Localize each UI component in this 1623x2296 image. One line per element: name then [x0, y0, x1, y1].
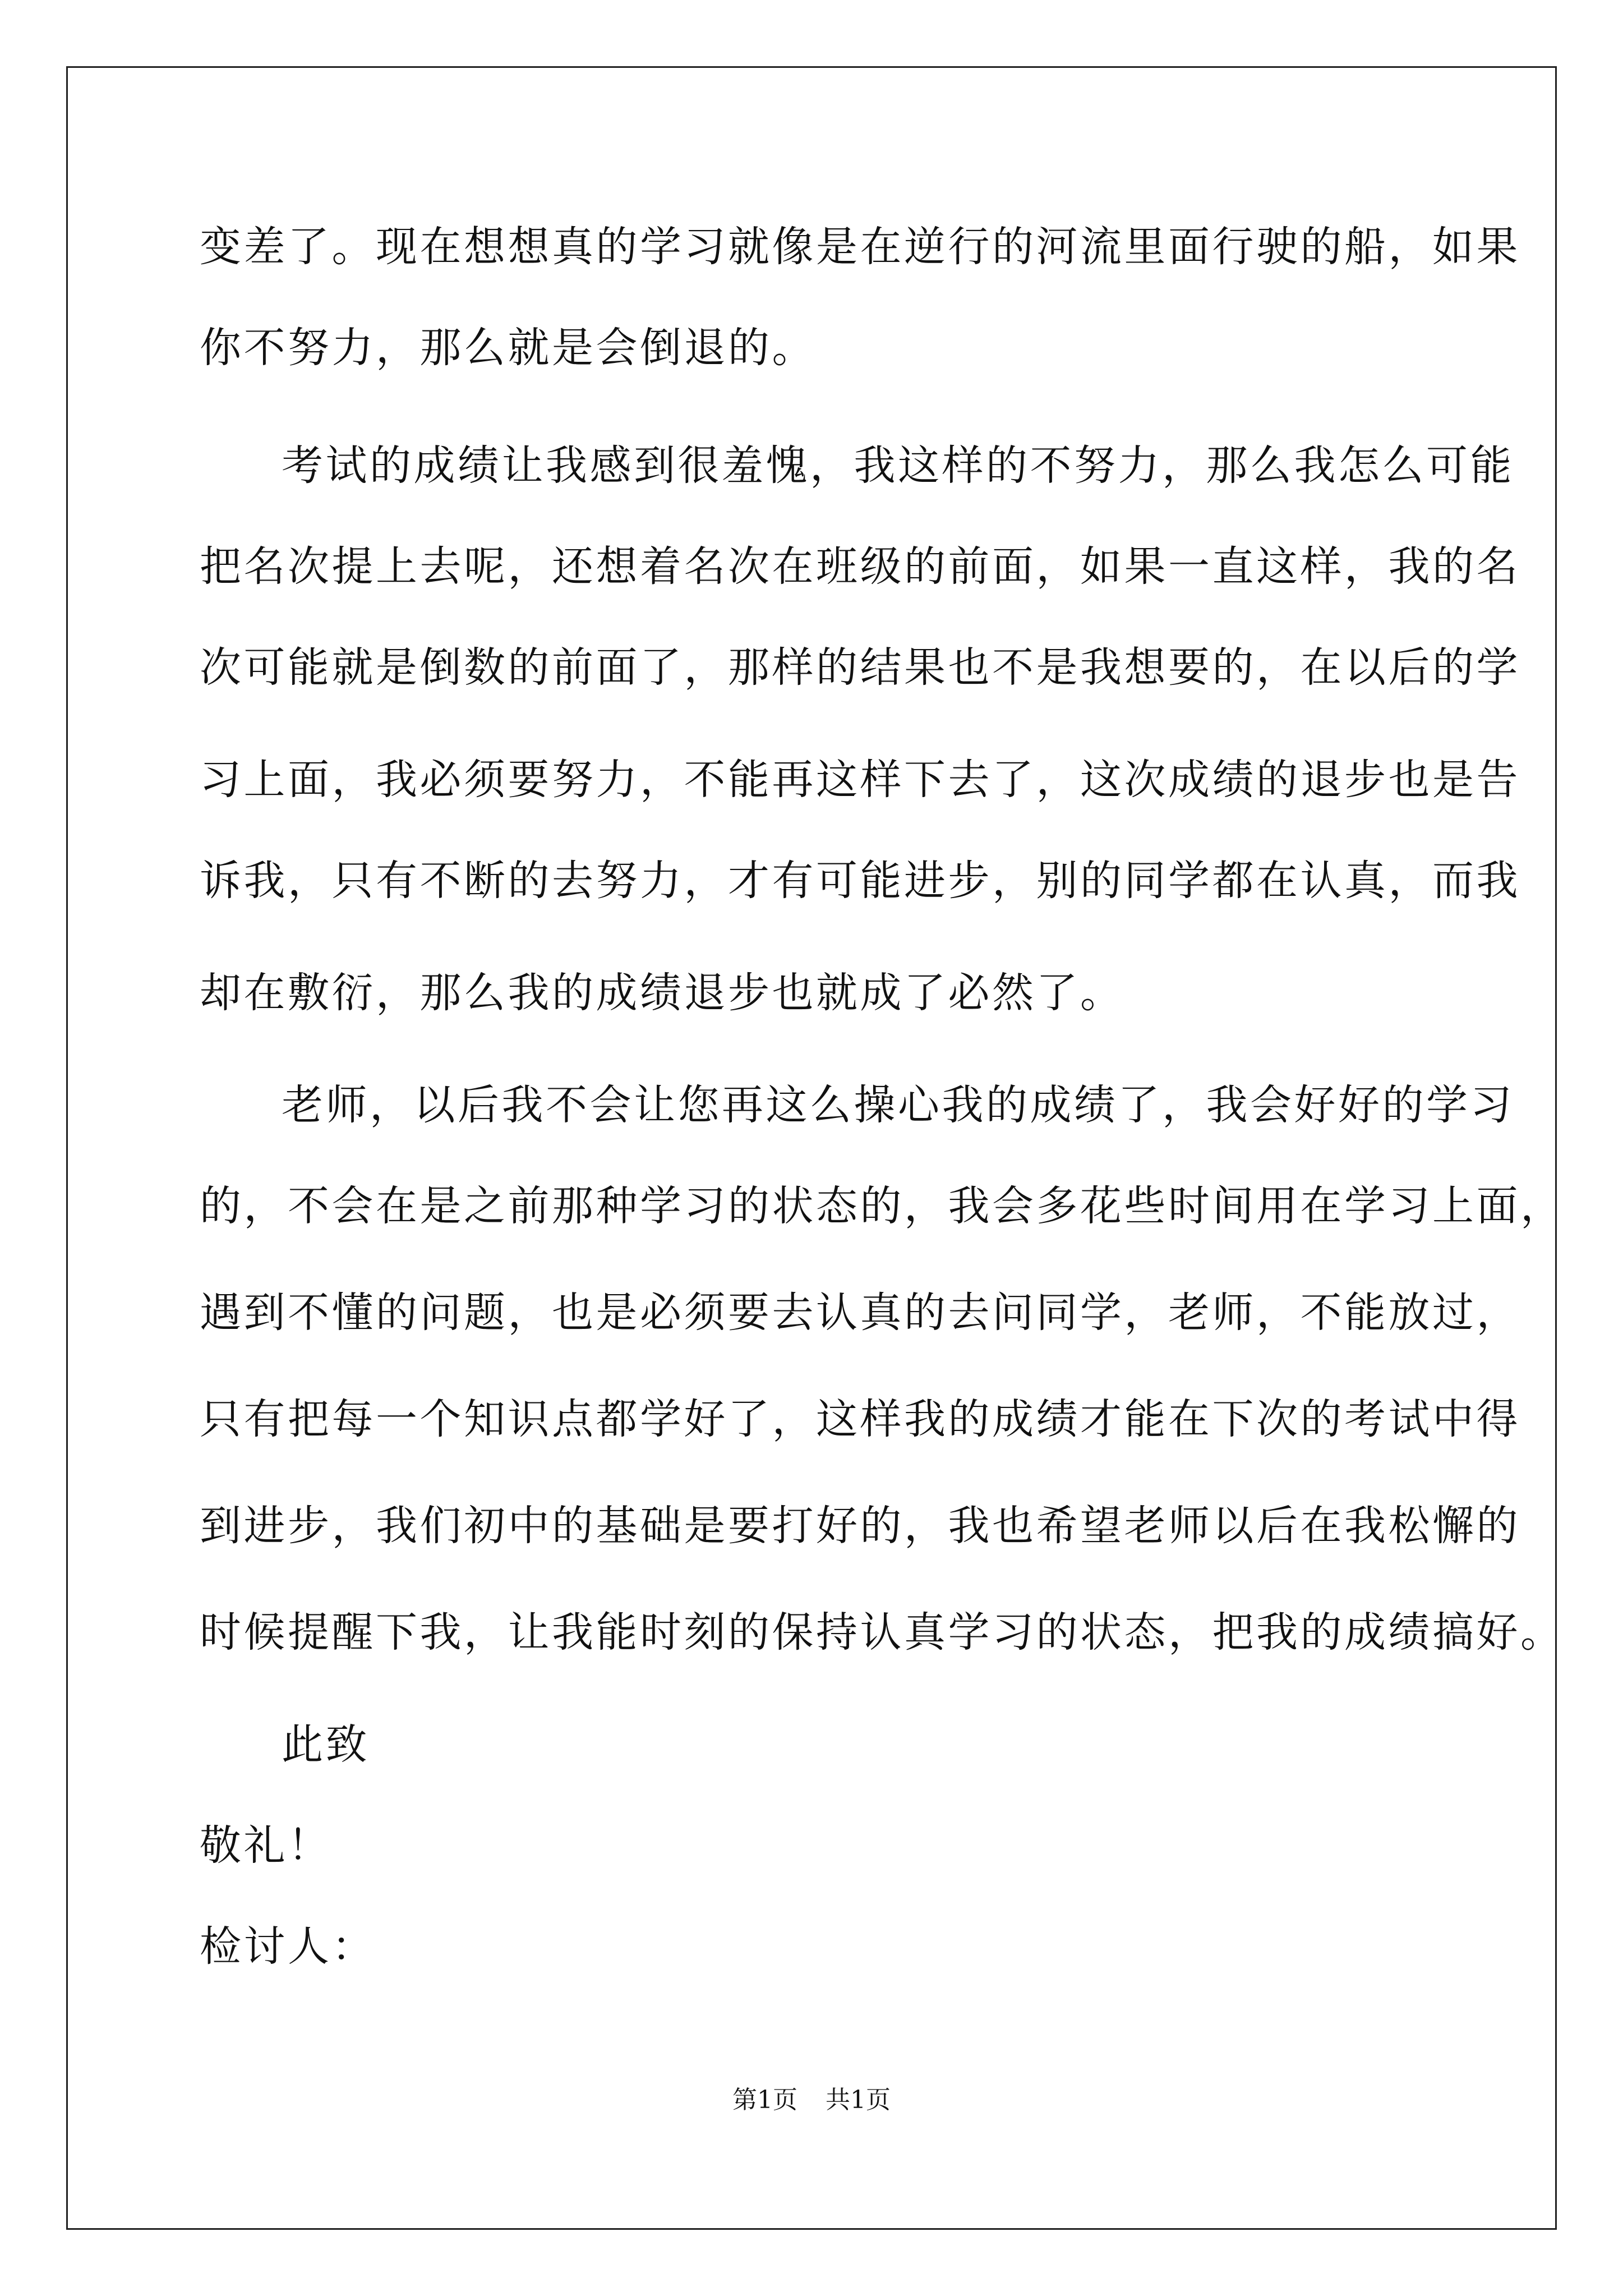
- text-line-10: 的，不会在是之前那种学习的状态的，我会多花些时间用在学习上面，: [200, 1182, 1565, 1230]
- text-line-5: 次可能就是倒数的前面了，那样的结果也不是我想要的，在以后的学: [200, 643, 1520, 692]
- text-line-6: 习上面，我必须要努力，不能再这样下去了，这次成绩的退步也是告: [200, 756, 1520, 804]
- closing-salutation: 此致: [282, 1720, 370, 1769]
- text-line-12: 只有把每一个知识点都学好了，这样我的成绩才能在下次的考试中得: [200, 1395, 1520, 1443]
- page-footer: [0, 2083, 1623, 2117]
- text-line-2: 你不努力，那么就是会倒退的。: [200, 324, 816, 372]
- page-border: [66, 66, 1557, 2230]
- text-line-7: 诉我，只有不断的去努力，才有可能进步，别的同学都在认真，而我: [200, 857, 1520, 905]
- page-number-current: 第1页: [732, 2086, 797, 2114]
- text-line-11: 遇到不懂的问题，也是必须要去认真的去问同学，老师，不能放过，: [200, 1289, 1520, 1337]
- text-line-4: 把名次提上去呢，还想着名次在班级的前面，如果一直这样，我的名: [200, 542, 1520, 591]
- text-line-8: 却在敷衍，那么我的成绩退步也就成了必然了。: [200, 969, 1124, 1017]
- text-line-9: 老师，以后我不会让您再这么操心我的成绩了，我会好好的学习: [282, 1081, 1514, 1129]
- closing-regards: 敬礼！: [200, 1821, 332, 1870]
- text-line-14: 时候提醒下我，让我能时刻的保持认真学习的状态，把我的成绩搞好。: [200, 1608, 1565, 1657]
- text-line-3: 考试的成绩让我感到很羞愧，我这样的不努力，那么我怎么可能: [282, 441, 1514, 490]
- page-number-total: 共1页: [826, 2086, 891, 2114]
- text-line-13: 到进步，我们初中的基础是要打好的，我也希望老师以后在我松懈的: [200, 1502, 1520, 1550]
- text-line-1: 变差了。现在想想真的学习就像是在逆行的河流里面行驶的船，如果: [200, 223, 1520, 271]
- signature-label: 检讨人：: [200, 1922, 376, 1971]
